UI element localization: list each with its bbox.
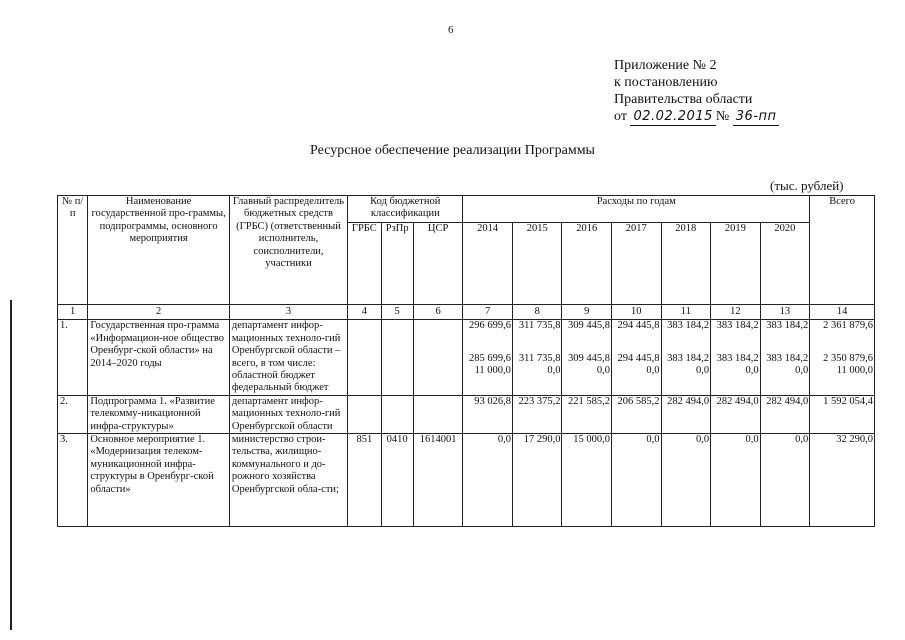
col-number: 12 — [711, 305, 761, 320]
value-regional: 383 184,2 — [716, 352, 759, 364]
spacer — [762, 333, 809, 353]
value-total: 311 735,8 — [518, 320, 561, 332]
col-number: 3 — [229, 305, 347, 320]
header-year: 2016 — [562, 223, 612, 305]
row-grbs-regional: областной бюджет — [231, 370, 315, 382]
handwritten-date: 02.02.2015 — [630, 108, 715, 126]
row-grbs: департамент инфор-мационных техноло-гий Оренбургской области — [229, 395, 347, 433]
year-value-cell: 0,0 — [612, 434, 662, 527]
header-num: № п/п — [58, 196, 88, 305]
row-name: Государственная про-грамма «Информацион-ное общество Оренбург-ской области» на 2014–2020 годы — [88, 320, 230, 395]
header-years-group: Расходы по годам — [463, 196, 810, 223]
row-num: 1. — [58, 320, 88, 395]
value-total: 2 361 879,6 — [823, 320, 873, 332]
header-csr: ЦСР — [413, 223, 463, 305]
year-value-cell — [661, 320, 711, 395]
row-code — [348, 395, 381, 433]
col-number: 9 — [562, 305, 612, 320]
units-label: (тыс. рублей) — [770, 178, 844, 193]
spacer — [514, 333, 561, 353]
value-federal: 0,0 — [695, 365, 710, 377]
col-number: 5 — [381, 305, 413, 320]
row-name: Подпрограмма 1. «Развитие телекомму-никационной инфра-структуры» — [88, 395, 230, 433]
spacer — [464, 333, 511, 353]
row-num: 2. — [58, 395, 88, 433]
value-total: 383 184,2 — [766, 320, 809, 332]
year-value-cell — [760, 320, 810, 395]
header-rzpr: РзПр — [381, 223, 413, 305]
row-rzpr — [381, 395, 413, 433]
header-row-1 — [58, 196, 875, 223]
row-grbs-main: департамент инфор-мационных техноло-гий Оренбургской области – всего, в том числе: — [231, 320, 341, 369]
header-year: 2020 — [760, 223, 810, 305]
header-total: Всего — [810, 196, 875, 305]
spacer — [563, 333, 610, 353]
year-value-cell — [512, 320, 562, 395]
year-value-cell: 282 494,0 — [760, 395, 810, 433]
value-federal: 0,0 — [646, 365, 660, 377]
value-regional: 309 445,8 — [568, 352, 610, 364]
row-grbs — [229, 320, 347, 395]
number-label: № — [715, 109, 730, 124]
year-value-cell — [463, 320, 513, 395]
appendix-line1: Приложение № 2 — [614, 58, 717, 73]
year-value-cell: 206 585,2 — [612, 395, 662, 433]
col-number: 10 — [612, 305, 662, 320]
header-code-group: Код бюджетной классификации — [348, 196, 463, 223]
row-csr — [413, 395, 463, 433]
value-total: 309 445,8 — [568, 320, 610, 332]
table-row — [58, 320, 875, 395]
year-value-cell — [711, 320, 761, 395]
value-federal: 0,0 — [795, 365, 809, 377]
appendix-line3: Правительства области — [614, 92, 753, 107]
year-value-cell: 93 026,8 — [463, 395, 513, 433]
year-value-cell: 0,0 — [661, 434, 711, 527]
value-regional: 383 184,2 — [766, 352, 809, 364]
value-federal: 0,0 — [745, 365, 759, 377]
row-grbs: министерство строи-тельства, жилищно-коммунального и до-рожного хозяйства Оренбургской обла-сти; — [229, 434, 347, 527]
header-year: 2015 — [512, 223, 562, 305]
header-year: 2018 — [661, 223, 711, 305]
value-federal: 11 000,0 — [836, 365, 873, 377]
row-name: Основное мероприятие 1. «Модернизация телеком-муникационной инфра-структуры в Оренбург-ской области» — [88, 434, 230, 527]
year-value-cell: 17 290,0 — [512, 434, 562, 527]
document-title: Ресурсное обеспечение реализации Программы — [310, 143, 595, 158]
year-value-cell: 223 375,2 — [512, 395, 562, 433]
row-csr: 1614001 — [413, 434, 463, 527]
total-value-cell — [810, 320, 875, 395]
binding-mark — [10, 300, 12, 630]
col-number: 2 — [88, 305, 230, 320]
row-rzpr: 0410 — [381, 434, 413, 527]
value-total: 383 184,2 — [667, 320, 710, 332]
header-grbs-code: ГРБС — [348, 223, 381, 305]
table-row — [58, 395, 875, 433]
value-total: 383 184,2 — [716, 320, 759, 332]
page-number: 6 — [448, 24, 454, 36]
resource-table — [57, 195, 875, 527]
value-total: 294 445,8 — [617, 320, 660, 332]
col-number: 14 — [810, 305, 875, 320]
spacer — [613, 333, 660, 353]
header-year: 2017 — [612, 223, 662, 305]
year-value-cell: 0,0 — [711, 434, 761, 527]
year-value-cell: 221 585,2 — [562, 395, 612, 433]
table-row — [58, 434, 875, 527]
year-value-cell: 15 000,0 — [562, 434, 612, 527]
header-year: 2019 — [711, 223, 761, 305]
row-code: 851 — [348, 434, 381, 527]
col-number: 7 — [463, 305, 513, 320]
value-regional: 285 699,6 — [468, 352, 511, 364]
col-number: 11 — [661, 305, 711, 320]
value-regional: 2 350 879,6 — [823, 352, 873, 364]
header-year: 2014 — [463, 223, 513, 305]
row-grbs-federal: федеральный бюджет — [231, 382, 329, 394]
year-value-cell: 0,0 — [760, 434, 810, 527]
year-value-cell: 282 494,0 — [661, 395, 711, 433]
header-grbs: Главный распределитель бюджетных средств (ГРБС) (ответственный исполнитель, соисполнители, участники — [229, 196, 347, 305]
value-regional: 383 184,2 — [667, 352, 710, 364]
year-value-cell — [612, 320, 662, 395]
value-federal: 11 000,0 — [474, 365, 511, 377]
row-code — [348, 320, 381, 395]
value-regional: 294 445,8 — [617, 352, 660, 364]
row-num: 3. — [58, 434, 88, 527]
year-value-cell: 282 494,0 — [711, 395, 761, 433]
appendix-date-line — [614, 108, 779, 126]
col-number: 6 — [413, 305, 463, 320]
value-total: 296 699,6 — [468, 320, 511, 332]
col-number: 4 — [348, 305, 381, 320]
year-value-cell: 0,0 — [463, 434, 513, 527]
value-federal: 0,0 — [596, 365, 610, 377]
handwritten-number: 36-пп — [733, 108, 780, 126]
row-csr — [413, 320, 463, 395]
spacer — [811, 333, 873, 353]
row-rzpr — [381, 320, 413, 395]
col-number: 13 — [760, 305, 810, 320]
year-value-cell — [562, 320, 612, 395]
col-number: 1 — [58, 305, 88, 320]
value-regional: 311 735,8 — [518, 352, 561, 364]
spacer — [712, 333, 759, 353]
total-value-cell: 32 290,0 — [810, 434, 875, 527]
appendix-line2: к постановлению — [614, 75, 718, 90]
column-number-row — [58, 305, 875, 320]
col-number: 8 — [512, 305, 562, 320]
date-prefix: от — [614, 109, 627, 124]
value-federal: 0,0 — [547, 365, 561, 377]
total-value-cell: 1 592 054,4 — [810, 395, 875, 433]
appendix-block — [614, 57, 779, 126]
header-name: Наименование государственной про-граммы, подпрограммы, основного мероприятия — [88, 196, 230, 305]
spacer — [663, 333, 710, 353]
